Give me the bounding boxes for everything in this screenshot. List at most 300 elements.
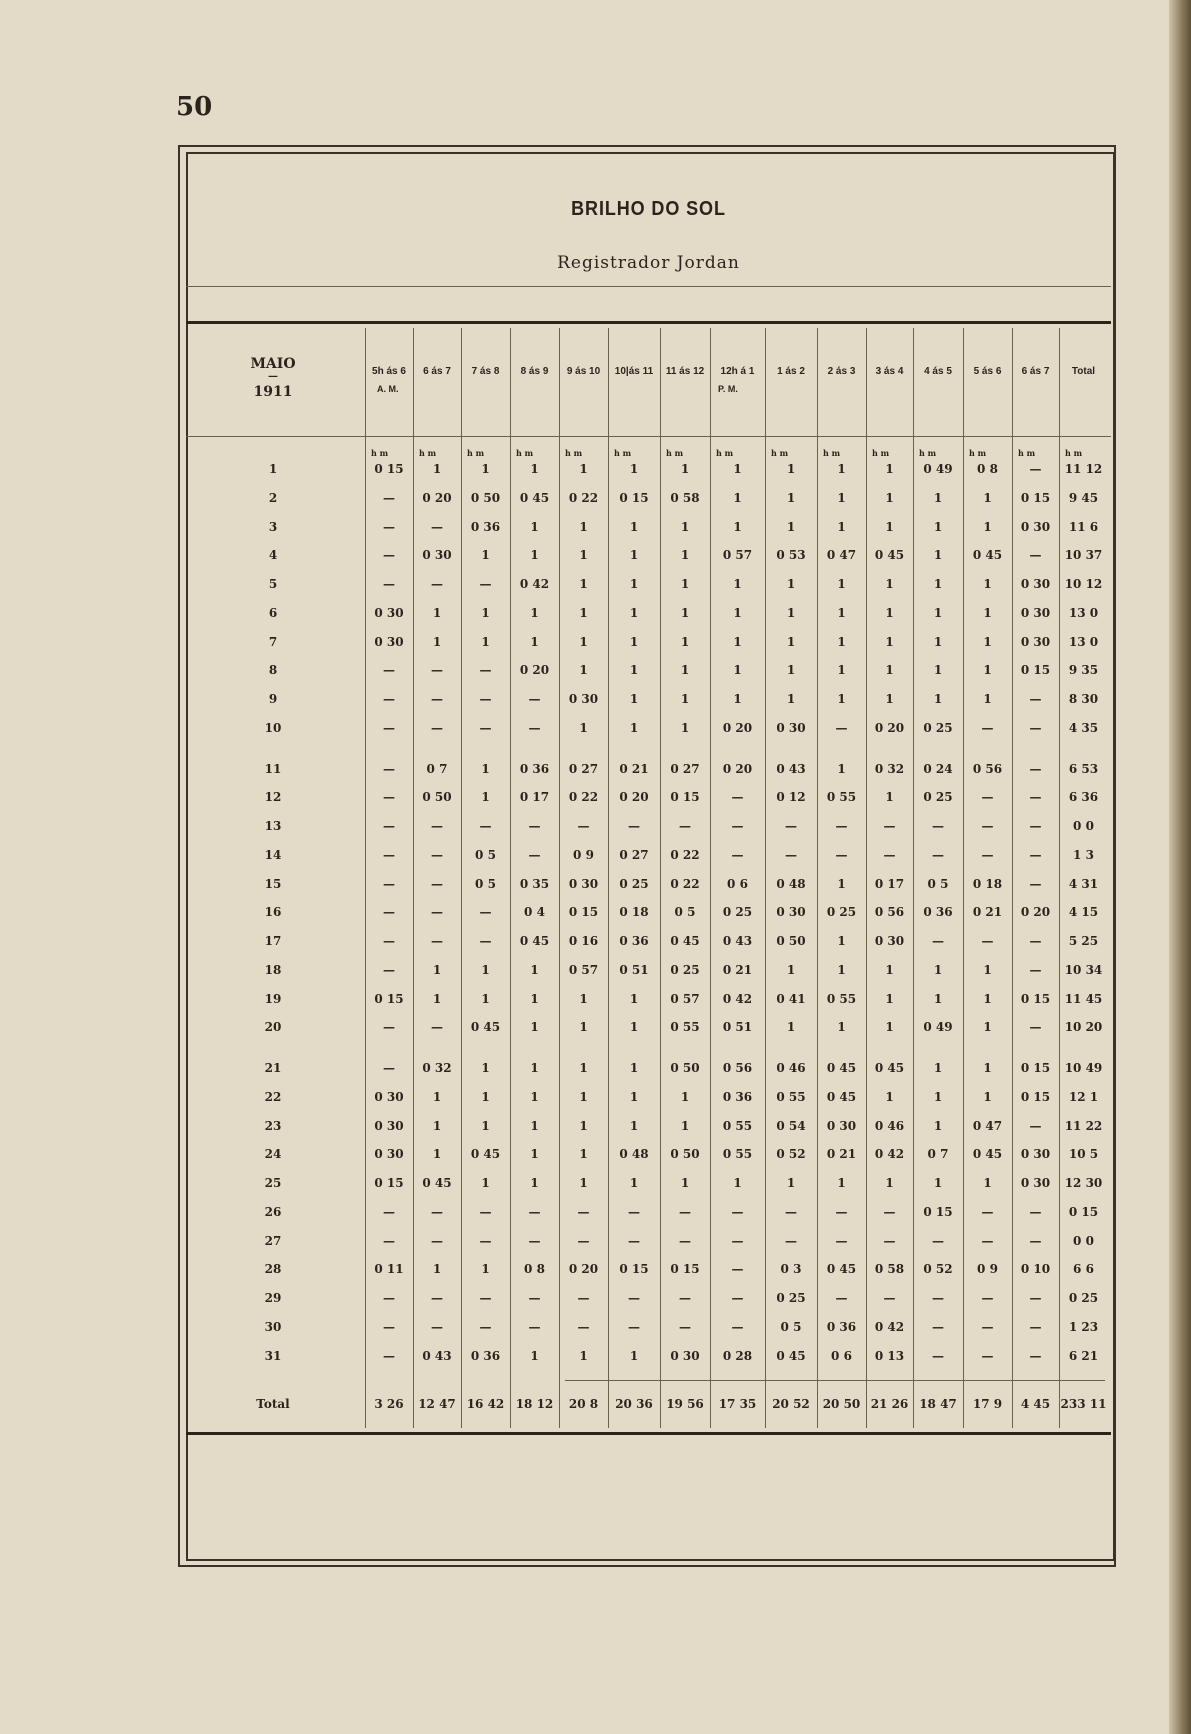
table-cell: — — [1029, 1291, 1042, 1305]
table-cell: 0 49 — [923, 1020, 953, 1035]
table-cell: — — [383, 1348, 395, 1363]
table-cell: 1 — [680, 519, 690, 534]
table-cell: — — [383, 720, 395, 735]
table-cell: — — [1029, 962, 1042, 977]
table-cell: — — [981, 790, 994, 805]
table-cell: 0 36 — [722, 1089, 753, 1104]
table-cell: 0 15 — [619, 490, 649, 505]
table-cell: 4 31 — [1068, 876, 1099, 891]
table-cell: 0 15 — [1020, 1089, 1051, 1104]
day-label: 18 — [264, 962, 282, 977]
table-cell: 1 — [481, 1118, 490, 1133]
table-cell: 0 55 — [722, 1147, 753, 1162]
table-cell: 1 — [579, 991, 588, 1006]
table-cell: 1 — [579, 1061, 588, 1075]
table-cell: 0 46 — [776, 1061, 806, 1075]
total-cell: 20 8 — [568, 1397, 599, 1411]
day-label: 20 — [264, 1020, 282, 1035]
total-cell: 20 50 — [822, 1397, 861, 1411]
day-label: 12 — [264, 790, 282, 805]
table-cell: — — [883, 847, 896, 862]
table-cell: — — [383, 663, 395, 678]
table-cell: — — [431, 934, 443, 948]
column-header: 12h á 1 — [720, 366, 755, 377]
total-cell: 17 9 — [972, 1397, 1003, 1411]
table-cell: 0 57 — [568, 962, 599, 977]
table-cell: 1 — [983, 1020, 992, 1035]
table-cell: 0 43 — [776, 761, 806, 776]
table-cell: 0 50 — [470, 490, 501, 505]
table-cell: 0 5 — [927, 876, 949, 891]
table-cell: — — [628, 819, 640, 833]
table-cell: 1 — [432, 1262, 442, 1277]
day-label: 5 — [268, 577, 278, 591]
table-cell: — — [785, 847, 797, 862]
table-cell: 1 — [983, 991, 992, 1006]
table-cell: — — [431, 1291, 443, 1305]
total-cell: 16 42 — [466, 1397, 505, 1411]
table-cell: 0 30 — [374, 605, 404, 620]
year-label: 1911 — [253, 384, 293, 400]
table-cell: — — [932, 1233, 944, 1248]
table-cell: 0 20 — [519, 663, 550, 678]
table-cell: — — [981, 1233, 994, 1248]
table-cell: 0 21 — [722, 962, 753, 977]
table-cell: — — [577, 1204, 590, 1219]
table-cell: 1 — [837, 462, 846, 476]
table-cell: — — [628, 1204, 640, 1219]
table-cell: 11 12 — [1064, 462, 1103, 476]
table-cell: — — [383, 1061, 395, 1075]
table-cell: 0 15 — [568, 905, 599, 920]
table-cell: 1 — [837, 519, 846, 534]
table-cell: — — [1029, 462, 1042, 476]
table-cell: 1 — [530, 1118, 539, 1133]
table-cell: 1 — [530, 991, 539, 1006]
table-cell: 0 45 — [470, 1020, 501, 1035]
table-cell: 1 — [786, 1176, 796, 1190]
table-cell: 0 9 — [573, 847, 594, 862]
unit-label: h m — [666, 448, 684, 458]
table-cell: 1 — [530, 548, 539, 563]
table-cell: 1 — [733, 519, 742, 534]
day-label: 21 — [264, 1061, 282, 1075]
table-cell: — — [431, 1020, 443, 1035]
table-cell: 0 36 — [470, 1348, 501, 1363]
table-cell: 10 12 — [1064, 577, 1103, 591]
column-header: 8 ás 9 — [520, 366, 549, 377]
table-cell: 1 — [885, 663, 894, 678]
table-cell: 0 45 — [972, 1147, 1003, 1162]
day-label: 4 — [268, 548, 278, 563]
table-cell: 0 22 — [568, 490, 599, 505]
table-cell: 1 — [530, 962, 539, 977]
day-label: 16 — [264, 905, 282, 920]
table-cell: 1 — [837, 605, 846, 620]
table-cell: — — [479, 663, 492, 678]
table-cell: 0 12 — [776, 790, 806, 805]
table-cell: — — [383, 1233, 395, 1248]
am-label: A. M. — [377, 384, 399, 394]
table-cell: — — [383, 1020, 395, 1035]
table-cell: 1 — [933, 605, 943, 620]
day-label: 24 — [264, 1147, 282, 1162]
total-label: Total — [256, 1397, 290, 1411]
table-cell: 0 47 — [972, 1118, 1003, 1133]
table-cell: 0 15 — [670, 1262, 700, 1277]
table-cell: 0 7 — [426, 761, 448, 776]
table-cell: — — [1029, 1118, 1042, 1133]
table-cell: 0 30 — [874, 934, 905, 948]
table-cell: — — [383, 519, 395, 534]
table-cell: — — [431, 819, 443, 833]
table-cell: 1 — [481, 634, 490, 649]
table-cell: 1 — [579, 462, 588, 476]
table-cell: — — [883, 1233, 896, 1248]
table-cell: 1 — [432, 962, 442, 977]
table-cell: — — [383, 761, 395, 776]
table-cell: 1 — [837, 934, 846, 948]
table-cell: 0 42 — [874, 1147, 905, 1162]
table-cell: 0 41 — [776, 991, 806, 1006]
unit-label: h m — [771, 448, 789, 458]
table-cell: — — [731, 1262, 744, 1277]
table-cell: 1 — [933, 962, 943, 977]
table-cell: 0 56 — [972, 761, 1003, 776]
table-cell: — — [383, 1319, 395, 1334]
table-cell: 1 3 — [1073, 847, 1094, 862]
table-cell: 0 13 — [874, 1348, 905, 1363]
table-cell: 0 20 — [619, 790, 649, 805]
table-cell: 11 22 — [1064, 1118, 1103, 1133]
table-cell: 0 17 — [519, 790, 550, 805]
table-cell: 1 — [530, 1176, 539, 1190]
table-cell: 0 8 — [977, 462, 998, 476]
unit-label: h m — [419, 448, 437, 458]
unit-label: h m — [371, 448, 389, 458]
table-cell: 1 — [933, 663, 943, 678]
table-cell: — — [981, 819, 994, 833]
table-cell: 0 30 — [776, 720, 806, 735]
table-cell: 0 20 — [722, 720, 753, 735]
table-cell: — — [479, 1319, 492, 1334]
table-cell: 0 10 — [1020, 1262, 1051, 1277]
table-cell: — — [932, 1319, 944, 1334]
table-cell: — — [835, 1291, 848, 1305]
table-cell: 1 — [933, 991, 943, 1006]
table-cell: — — [628, 1233, 640, 1248]
table-cell: 1 — [530, 634, 539, 649]
day-label: 23 — [264, 1118, 282, 1133]
table-cell: — — [383, 819, 395, 833]
pm-label: P. M. — [718, 384, 738, 394]
table-cell: 1 — [983, 519, 992, 534]
table-cell: — — [383, 876, 395, 891]
table-cell: 0 20 — [568, 1262, 599, 1277]
table-cell: 1 — [786, 490, 796, 505]
table-cell: 1 — [680, 1118, 690, 1133]
table-cell: 1 — [786, 692, 796, 706]
table-cell: — — [431, 519, 443, 534]
table-cell: — — [932, 934, 944, 948]
table-cell: — — [479, 577, 492, 591]
table-cell: 0 45 — [874, 1061, 905, 1075]
table-cell: 1 — [885, 692, 894, 706]
table-cell: — — [528, 1233, 541, 1248]
day-label: 31 — [264, 1348, 282, 1363]
table-cell: 6 21 — [1068, 1348, 1099, 1363]
table-cell: 1 — [933, 1176, 943, 1190]
table-cell: 1 — [837, 1020, 846, 1035]
table-cell: 0 15 — [923, 1204, 953, 1219]
table-cell: — — [679, 1233, 691, 1248]
column-header: 5 ás 6 — [973, 366, 1002, 377]
table-cell: — — [431, 720, 443, 735]
table-cell: 1 — [837, 1176, 846, 1190]
table-cell: 1 — [629, 692, 639, 706]
table-cell: 6 53 — [1068, 761, 1099, 776]
table-cell: 4 15 — [1068, 905, 1099, 920]
day-label: 19 — [264, 991, 282, 1006]
table-cell: 0 5 — [475, 876, 496, 891]
table-cell: 1 — [629, 634, 639, 649]
table-cell: — — [431, 692, 443, 706]
table-cell: 1 — [481, 548, 490, 563]
day-label: 14 — [264, 847, 282, 862]
table-cell: 0 6 — [727, 876, 748, 891]
table-cell: — — [431, 663, 443, 678]
table-cell: 1 — [837, 692, 846, 706]
table-cell: 0 30 — [670, 1348, 700, 1363]
table-cell: 1 — [432, 1089, 442, 1104]
day-label: 11 — [264, 761, 282, 776]
column-header: 10|ás 11 — [614, 366, 654, 377]
table-cell: 0 7 — [927, 1147, 949, 1162]
table-cell: 0 20 — [722, 761, 753, 776]
table-cell: 0 15 — [1020, 991, 1051, 1006]
table-cell: 0 45 — [972, 548, 1003, 563]
table-cell: — — [883, 1291, 896, 1305]
table-cell: 1 — [733, 605, 742, 620]
column-header: 1 ás 2 — [777, 366, 805, 377]
table-cell: 1 — [530, 1089, 539, 1104]
unit-label: h m — [716, 448, 734, 458]
table-cell: — — [1029, 692, 1042, 706]
table-cell: 1 — [837, 761, 846, 776]
table-cell: — — [932, 1291, 944, 1305]
table-cell: 0 45 — [670, 934, 700, 948]
total-cell: 12 47 — [418, 1397, 456, 1411]
table-cell: 1 — [885, 519, 894, 534]
table-cell: 1 — [933, 634, 943, 649]
table-cell: 1 — [885, 991, 894, 1006]
table-cell: 1 — [629, 720, 639, 735]
table-cell: 1 — [481, 1061, 490, 1075]
table-cell: 1 — [786, 462, 796, 476]
table-cell: — — [479, 1291, 492, 1305]
unit-label: h m — [516, 448, 534, 458]
table-cell: 0 30 — [1020, 1176, 1051, 1190]
table-cell: 1 — [786, 663, 796, 678]
unit-label: h m — [565, 448, 583, 458]
table-cell: 0 15 — [1068, 1204, 1099, 1219]
table-cell: — — [731, 1319, 744, 1334]
table-title: BRILHO DO SOL — [571, 198, 726, 220]
table-cell: 1 — [983, 1089, 992, 1104]
table-cell: — — [981, 720, 994, 735]
table-cell: 1 — [629, 548, 639, 563]
table-cell: — — [479, 1233, 492, 1248]
day-label: 28 — [264, 1262, 282, 1277]
table-cell: 0 15 — [1020, 1061, 1051, 1075]
table-cell: — — [1029, 548, 1042, 563]
day-label: 26 — [264, 1204, 282, 1219]
table-cell: — — [479, 934, 492, 948]
column-header: 3 ás 4 — [875, 366, 904, 377]
table-cell: 0 36 — [519, 761, 550, 776]
table-cell: — — [383, 962, 395, 977]
column-header: 6 ás 7 — [423, 366, 451, 377]
column-header: 7 ás 8 — [471, 366, 500, 377]
table-cell: 1 — [530, 1020, 539, 1035]
table-cell: 0 36 — [470, 519, 501, 534]
total-cell: 233 11 — [1060, 1397, 1107, 1411]
table-cell: — — [835, 819, 848, 833]
table-cell: 1 — [481, 790, 490, 805]
table-cell: 1 — [885, 577, 894, 591]
table-cell: 0 52 — [923, 1262, 953, 1277]
table-cell: 0 58 — [874, 1262, 905, 1277]
unit-label: h m — [969, 448, 987, 458]
table-cell: 0 54 — [776, 1118, 806, 1133]
table-cell: 1 — [579, 605, 588, 620]
table-cell: 1 — [629, 1020, 639, 1035]
table-cell: 1 — [983, 663, 992, 678]
table-cell: 0 8 — [524, 1262, 545, 1277]
table-cell: 1 — [786, 519, 796, 534]
month-dash: — — [268, 371, 278, 382]
table-cell: 1 — [933, 1089, 943, 1104]
table-cell: — — [679, 1204, 691, 1219]
table-cell: 1 — [983, 692, 992, 706]
table-cell: — — [731, 819, 744, 833]
day-label: 6 — [268, 605, 278, 620]
table-cell: — — [1029, 790, 1042, 805]
table-cell: 1 — [885, 462, 894, 476]
table-cell: 1 — [680, 548, 690, 563]
table-cell: 1 — [530, 462, 539, 476]
table-cell: 1 — [680, 577, 690, 591]
table-cell: — — [577, 819, 590, 833]
table-cell: 0 56 — [874, 905, 905, 920]
table-cell: 1 — [983, 1176, 992, 1190]
table-cell: 6 36 — [1068, 790, 1099, 805]
table-cell: 0 24 — [923, 761, 953, 776]
day-label: 2 — [268, 490, 278, 505]
table-cell: 0 45 — [826, 1262, 857, 1277]
column-header: 4 ás 5 — [924, 366, 952, 377]
table-cell: 1 — [432, 991, 442, 1006]
table-cell: 1 — [579, 548, 588, 563]
table-cell: 1 — [579, 663, 588, 678]
table-cell: 1 — [579, 1348, 588, 1363]
table-cell: — — [1029, 819, 1042, 833]
table-cell: — — [528, 692, 541, 706]
table-cell: — — [383, 1204, 395, 1219]
table-cell: 8 30 — [1068, 692, 1099, 706]
table-cell: 0 53 — [776, 548, 806, 563]
table-cell: 0 30 — [1020, 605, 1051, 620]
table-cell: 0 45 — [519, 490, 550, 505]
table-cell: 1 — [481, 1089, 490, 1104]
table-cell: 1 — [733, 663, 742, 678]
table-cell: 0 20 — [874, 720, 905, 735]
table-cell: 1 — [933, 692, 943, 706]
table-cell: — — [981, 1319, 994, 1334]
table-cell: 1 — [885, 634, 894, 649]
table-cell: 1 — [530, 605, 539, 620]
unit-label: h m — [872, 448, 890, 458]
table-cell: — — [528, 720, 541, 735]
table-cell: 1 — [629, 1176, 639, 1190]
column-header: 9 ás 10 — [566, 366, 601, 377]
day-label: 13 — [264, 819, 282, 833]
table-cell: 0 4 — [524, 905, 545, 920]
table-cell: 1 — [933, 577, 943, 591]
table-cell: 1 — [933, 1118, 943, 1133]
table-cell: 0 55 — [826, 790, 857, 805]
table-cell: 1 — [629, 605, 639, 620]
table-cell: — — [785, 1233, 797, 1248]
column-header: 5h ás 6 — [372, 366, 406, 377]
table-cell: 1 — [837, 663, 846, 678]
table-cell: 0 20 — [422, 490, 452, 505]
table-cell: 0 30 — [374, 1147, 404, 1162]
table-cell: — — [1029, 1020, 1042, 1035]
table-cell: — — [835, 1233, 848, 1248]
table-cell: 0 45 — [874, 548, 905, 563]
table-cell: 0 18 — [972, 876, 1003, 891]
table-cell: 0 49 — [923, 462, 953, 476]
table-cell: 0 15 — [670, 790, 700, 805]
table-cell: 0 30 — [826, 1118, 857, 1133]
table-cell: 0 25 — [670, 962, 700, 977]
table-cell: 1 — [786, 605, 796, 620]
table-cell: 1 — [629, 1118, 639, 1133]
table-cell: 1 — [983, 490, 992, 505]
table-cell: 0 45 — [776, 1348, 806, 1363]
table-cell: — — [679, 1291, 691, 1305]
table-cell: 0 17 — [874, 876, 905, 891]
table-cell: 1 — [733, 490, 742, 505]
table-cell: 1 — [629, 663, 639, 678]
table-cell: 1 — [885, 790, 894, 805]
table-cell: 1 — [481, 462, 490, 476]
day-label: 1 — [268, 462, 278, 476]
day-label: 17 — [264, 934, 282, 948]
table-cell: 4 35 — [1068, 720, 1099, 735]
table-cell: 0 42 — [722, 991, 753, 1006]
table-cell: — — [932, 1348, 944, 1363]
table-cell: 0 21 — [619, 761, 649, 776]
table-cell: — — [528, 1319, 541, 1334]
table-cell: — — [479, 1204, 492, 1219]
table-cell: 1 — [629, 1089, 639, 1104]
table-cell: 0 30 — [1020, 577, 1051, 591]
table-cell: 0 25 — [923, 720, 953, 735]
table-cell: — — [528, 847, 541, 862]
rule-line — [565, 1380, 1105, 1381]
